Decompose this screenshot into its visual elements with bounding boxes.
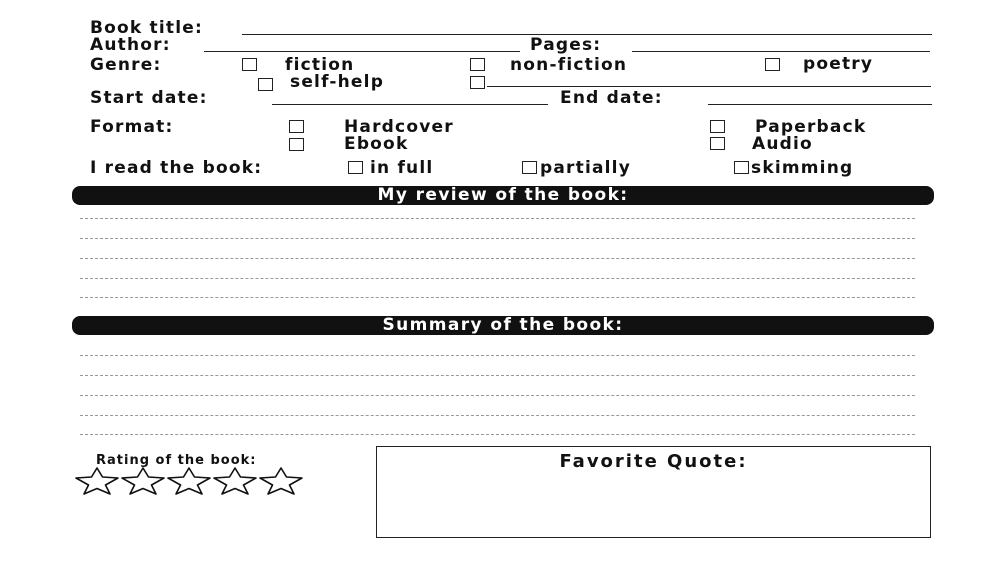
- star-icon[interactable]: [120, 467, 166, 495]
- summary-line-3[interactable]: [80, 395, 915, 396]
- book-title-label: Book title:: [90, 18, 203, 38]
- summary-heading-bar: [72, 316, 934, 335]
- genre-fiction-checkbox[interactable]: [242, 58, 257, 71]
- genre-other-checkbox[interactable]: [470, 76, 485, 89]
- pages-field[interactable]: [632, 51, 930, 52]
- end-date-field[interactable]: [708, 104, 932, 105]
- end-date-label: End date:: [560, 88, 663, 108]
- review-line-2[interactable]: [80, 238, 915, 239]
- review-line-1[interactable]: [80, 218, 915, 219]
- format-audio-checkbox[interactable]: [710, 137, 725, 150]
- star-icon[interactable]: [166, 467, 212, 495]
- read-partially-label: partially: [540, 158, 631, 178]
- format-hardcover-checkbox[interactable]: [289, 120, 304, 133]
- review-line-4[interactable]: [80, 278, 915, 279]
- start-date-label: Start date:: [90, 88, 208, 108]
- review-heading-bar: [72, 186, 934, 205]
- genre-fiction-label: fiction: [285, 55, 355, 75]
- genre-nonfiction-checkbox[interactable]: [470, 58, 485, 71]
- format-paperback-label: Paperback: [755, 117, 867, 137]
- genre-poetry-label: poetry: [803, 54, 874, 74]
- read-skimming-label: skimming: [751, 158, 854, 178]
- summary-line-4[interactable]: [80, 415, 915, 416]
- rating-stars[interactable]: [74, 467, 304, 495]
- genre-other-field[interactable]: [487, 86, 931, 87]
- favorite-quote-box[interactable]: [376, 446, 931, 538]
- genre-poetry-checkbox[interactable]: [765, 58, 780, 71]
- format-paperback-checkbox[interactable]: [710, 120, 725, 133]
- format-ebook-checkbox[interactable]: [289, 138, 304, 151]
- genre-label: Genre:: [90, 55, 162, 75]
- genre-self-help-checkbox[interactable]: [258, 78, 273, 91]
- star-icon[interactable]: [212, 467, 258, 495]
- review-line-3[interactable]: [80, 258, 915, 259]
- pages-label: Pages:: [530, 35, 602, 55]
- star-icon[interactable]: [74, 467, 120, 495]
- summary-heading: Summary of the book:: [382, 315, 624, 335]
- genre-nonfiction-label: non-fiction: [510, 55, 628, 75]
- read-label: I read the book:: [90, 158, 263, 178]
- read-in-full-checkbox[interactable]: [348, 161, 363, 174]
- format-label: Format:: [90, 117, 174, 137]
- star-icon[interactable]: [258, 467, 304, 495]
- summary-line-5[interactable]: [80, 434, 915, 435]
- format-ebook-label: Ebook: [344, 134, 409, 154]
- format-audio-label: Audio: [752, 134, 813, 154]
- author-field[interactable]: [204, 51, 520, 52]
- summary-line-2[interactable]: [80, 375, 915, 376]
- read-partially-checkbox[interactable]: [522, 161, 537, 174]
- start-date-field[interactable]: [272, 104, 548, 105]
- read-skimming-checkbox[interactable]: [734, 161, 749, 174]
- favorite-quote-title: Favorite Quote:: [559, 451, 748, 472]
- review-line-5[interactable]: [80, 297, 915, 298]
- read-in-full-label: in full: [370, 158, 434, 178]
- summary-line-1[interactable]: [80, 355, 915, 356]
- rating-label: Rating of the book:: [96, 453, 257, 468]
- genre-self-help-label: self-help: [290, 72, 385, 92]
- author-label: Author:: [90, 35, 171, 55]
- format-hardcover-label: Hardcover: [344, 117, 454, 137]
- review-heading: My review of the book:: [377, 185, 629, 205]
